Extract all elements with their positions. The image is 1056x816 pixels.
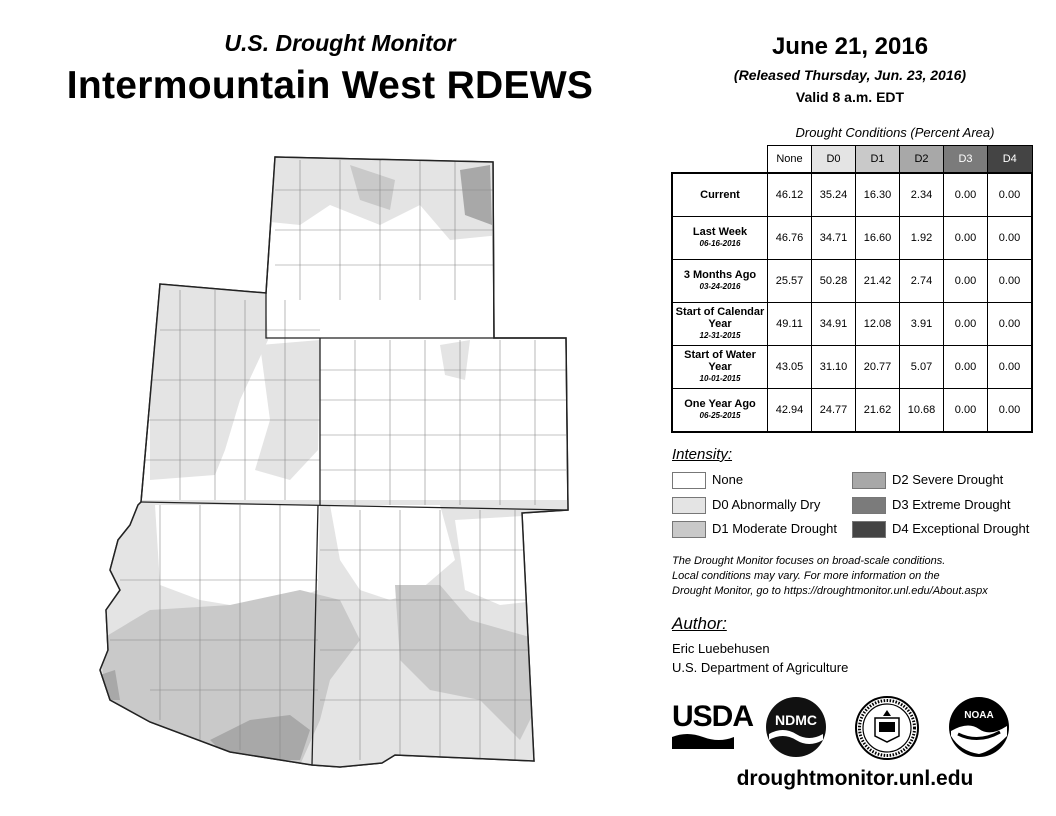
table-cell: 34.71 [812, 217, 856, 260]
table-cell: 0.00 [988, 173, 1033, 217]
note-line: Local conditions may vary. For more information on the [672, 570, 940, 582]
legend-label: D1 Moderate Drought [712, 521, 838, 536]
table-cell: 43.05 [768, 346, 812, 389]
legend-label: D2 Severe Drought [892, 472, 1004, 487]
legend-swatch [852, 497, 886, 514]
row-label: Last Week 06-16-2016 [672, 217, 768, 260]
table-cell: 2.34 [900, 173, 944, 217]
column-header-d3: D3 [944, 146, 988, 174]
drought-conditions-table [671, 145, 1033, 433]
table-cell: 3.91 [900, 303, 944, 346]
svg-text:NOAA: NOAA [964, 710, 994, 721]
table-cell: 34.91 [812, 303, 856, 346]
map-subtitle: U.S. Drought Monitor [224, 30, 456, 56]
note-line: The Drought Monitor focuses on broad-scale conditions. [672, 555, 946, 567]
table-cell: 20.77 [856, 346, 900, 389]
legend-label: D0 Abnormally Dry [712, 497, 821, 512]
table-cell: 25.57 [768, 260, 812, 303]
legend-swatch [852, 472, 886, 489]
table-cell: 46.12 [768, 173, 812, 217]
legend-label: D4 Exceptional Drought [892, 521, 1030, 536]
table-cell: 24.77 [812, 389, 856, 433]
table-cell: 16.60 [856, 217, 900, 260]
table-cell: 50.28 [812, 260, 856, 303]
table-cell: 0.00 [988, 260, 1033, 303]
table-row [672, 217, 1032, 260]
table-cell: 0.00 [944, 260, 988, 303]
release-date: (Released Thursday, Jun. 23, 2016) [733, 67, 967, 83]
table-cell: 0.00 [988, 389, 1033, 433]
website-link[interactable]: droughtmonitor.unl.edu [736, 767, 974, 790]
legend-label: None [712, 472, 744, 487]
table-cell: 16.30 [856, 173, 900, 217]
map-date: June 21, 2016 [771, 33, 929, 60]
legend-title: Intensity: [672, 446, 733, 463]
note-line: Drought Monitor, go to https://droughtmonitor.unl.edu/About.aspx [672, 585, 988, 597]
column-header-d0: D0 [812, 146, 856, 174]
table-cell: 35.24 [812, 173, 856, 217]
table-cell: 21.42 [856, 260, 900, 303]
column-header-d4: D4 [988, 146, 1033, 174]
table-cell: 0.00 [944, 389, 988, 433]
table-caption: Drought Conditions (Percent Area) [795, 125, 995, 140]
none-area-newmexico-east [455, 515, 545, 605]
table-cell: 0.00 [944, 173, 988, 217]
ndmc-logo [765, 696, 827, 758]
author-name: Eric Luebehusen [672, 641, 770, 656]
column-header-d1: D1 [856, 146, 900, 174]
table-row [672, 346, 1032, 389]
row-label: One Year Ago 06-25-2015 [672, 389, 768, 433]
table-cell: 46.76 [768, 217, 812, 260]
svg-text:NDMC: NDMC [775, 712, 817, 728]
table-cell: 0.00 [944, 346, 988, 389]
table-cell: 10.68 [900, 389, 944, 433]
table-cell: 2.74 [900, 260, 944, 303]
commerce-seal-icon [855, 696, 919, 760]
author-heading: Author: [672, 614, 727, 633]
row-label: Current [672, 173, 768, 217]
disclaimer-note [672, 554, 1042, 599]
column-header-d2: D2 [900, 146, 944, 174]
usda-logo: USDA [672, 700, 754, 733]
column-header-none: None [768, 146, 812, 174]
legend-swatch [672, 521, 706, 538]
legend-swatch [672, 497, 706, 514]
table-cell: 42.94 [768, 389, 812, 433]
legend-label: D3 Extreme Drought [892, 497, 1011, 512]
row-label: Start of Calendar Year 12-31-2015 [672, 303, 768, 346]
row-label: 3 Months Ago 03-24-2016 [672, 260, 768, 303]
author-organization: U.S. Department of Agriculture [672, 660, 849, 675]
legend-swatch [852, 521, 886, 538]
legend-swatch [672, 472, 706, 489]
table-row [672, 260, 1032, 303]
table-cell: 5.07 [900, 346, 944, 389]
table-cell: 0.00 [944, 217, 988, 260]
table-cell: 0.00 [944, 303, 988, 346]
table-row [672, 173, 1032, 217]
table-row [672, 303, 1032, 346]
table-cell: 21.62 [856, 389, 900, 433]
usda-logo-waves [672, 733, 734, 749]
table-cell: 0.00 [988, 217, 1033, 260]
table-corner [672, 146, 768, 174]
table-cell: 12.08 [856, 303, 900, 346]
table-row [672, 389, 1032, 433]
map-title: Intermountain West RDEWS [66, 64, 594, 107]
table-cell: 0.00 [988, 303, 1033, 346]
table-cell: 0.00 [988, 346, 1033, 389]
row-label: Start of Water Year 10-01-2015 [672, 346, 768, 389]
noaa-logo [948, 696, 1010, 758]
table-cell: 31.10 [812, 346, 856, 389]
table-cell: 1.92 [900, 217, 944, 260]
table-cell: 49.11 [768, 303, 812, 346]
valid-time: Valid 8 a.m. EDT [795, 89, 905, 105]
drought-map [80, 150, 580, 770]
